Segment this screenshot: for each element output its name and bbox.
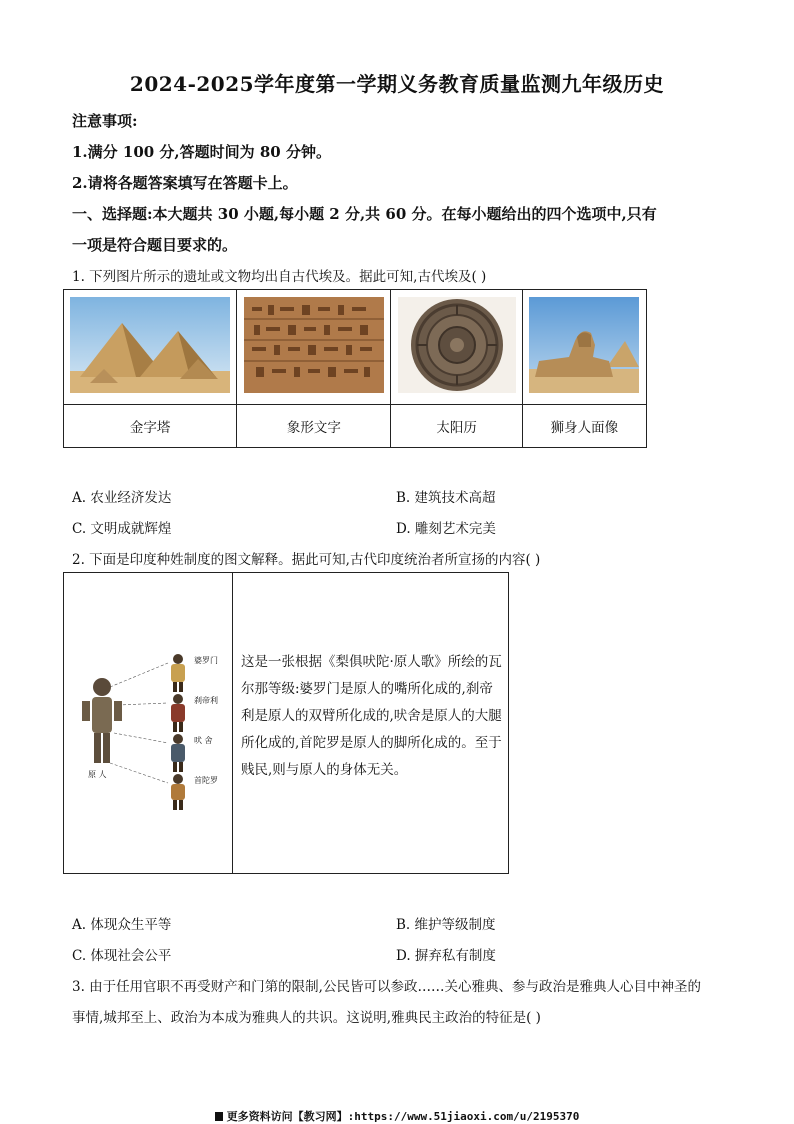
notes-heading: 注意事项: (72, 112, 138, 130)
q2-option-a: A. 体现众生平等 (72, 917, 172, 933)
hieroglyph-image (244, 297, 384, 393)
notes-item-2: 2.请将各题答案填写在答题卡上。 (72, 174, 298, 192)
q1-caption-sphinx: 狮身人面像 (522, 405, 646, 448)
q3-stem-line-1: 3. 由于任用官职不再受财产和门第的限制,公民皆可以参政……关心雅典、参与政治是雅典人心目中神圣的 (72, 979, 701, 995)
q1-option-b: B. 建筑技术高超 (396, 490, 496, 506)
sphinx-image-cell (522, 290, 646, 405)
q1-stem: 1. 下列图片所示的遗址或文物均出自古代埃及。据此可知,古代埃及( ) (72, 269, 487, 285)
q1-option-a: A. 农业经济发达 (72, 490, 172, 506)
q2-stem: 2. 下面是印度种姓制度的图文解释。据此可知,古代印度统治者所宣扬的内容( ) (72, 552, 541, 568)
label-shudra: 首陀罗 (194, 776, 218, 785)
section-heading-line-2: 一项是符合题目要求的。 (72, 236, 238, 254)
q1-caption-pyramid: 金字塔 (64, 405, 237, 448)
q2-option-c: C. 体现社会公平 (72, 948, 172, 964)
sphinx-image (529, 297, 639, 393)
q1-image-table (63, 289, 647, 448)
q1-option-d: D. 雕刻艺术完美 (396, 521, 496, 537)
flag-icon (215, 1112, 223, 1121)
purusha-figure (82, 678, 122, 763)
q2-description: 这是一张根据《梨俱吠陀·原人歌》所绘的瓦尔那等级:婆罗门是原人的嘴所化成的,刹帝利是原人的双臂所化成的,吠舍是原人的大腿所化成的,首陀罗是原人的脚所化成的。至于贱民,则与原人的身体无关。 (241, 654, 502, 778)
label-purusha: 原 人 (88, 770, 107, 779)
q2-box-divider (232, 573, 233, 873)
q2-figure-box (63, 572, 509, 874)
sun-calendar-image-cell (391, 290, 522, 405)
label-kshatriya: 刹帝利 (194, 696, 218, 705)
pyramid-image (70, 297, 230, 393)
caste-diagram (70, 643, 228, 813)
brahmin-figure (171, 654, 185, 692)
shudra-figure (171, 774, 185, 810)
q1-caption-hieroglyph: 象形文字 (237, 405, 391, 448)
q2-option-b: B. 维护等级制度 (396, 917, 496, 933)
sun-calendar-image (398, 297, 516, 393)
label-vaishya: 吠 舍 (194, 736, 213, 745)
footer-text: 更多资料访问【教习网】:https://www.51jiaoxi.com/u/2195370 (226, 1110, 580, 1123)
section-heading-line-1: 一、选择题:本大题共 30 小题,每小题 2 分,共 60 分。在每小题给出的四个选项中,只有 (72, 205, 657, 223)
q1-option-c: C. 文明成就辉煌 (72, 521, 172, 537)
label-brahmin: 婆罗门 (194, 656, 218, 665)
q2-option-d: D. 摒弃私有制度 (396, 948, 496, 964)
footer-link[interactable] (0, 1108, 794, 1124)
q3-stem-line-2: 事情,城邦至上、政治为本成为雅典人的共识。这说明,雅典民主政治的特征是( ) (72, 1010, 541, 1026)
notes-item-1: 1.满分 100 分,答题时间为 80 分钟。 (72, 143, 331, 161)
page-title: 2024-2025学年度第一学期义务教育质量监测九年级历史 (129, 72, 665, 96)
q1-caption-sun-calendar: 太阳历 (391, 405, 522, 448)
vaishya-figure (171, 734, 185, 772)
hieroglyph-image-cell (237, 290, 391, 405)
kshatriya-figure (171, 694, 185, 732)
pyramid-image-cell (64, 290, 237, 405)
